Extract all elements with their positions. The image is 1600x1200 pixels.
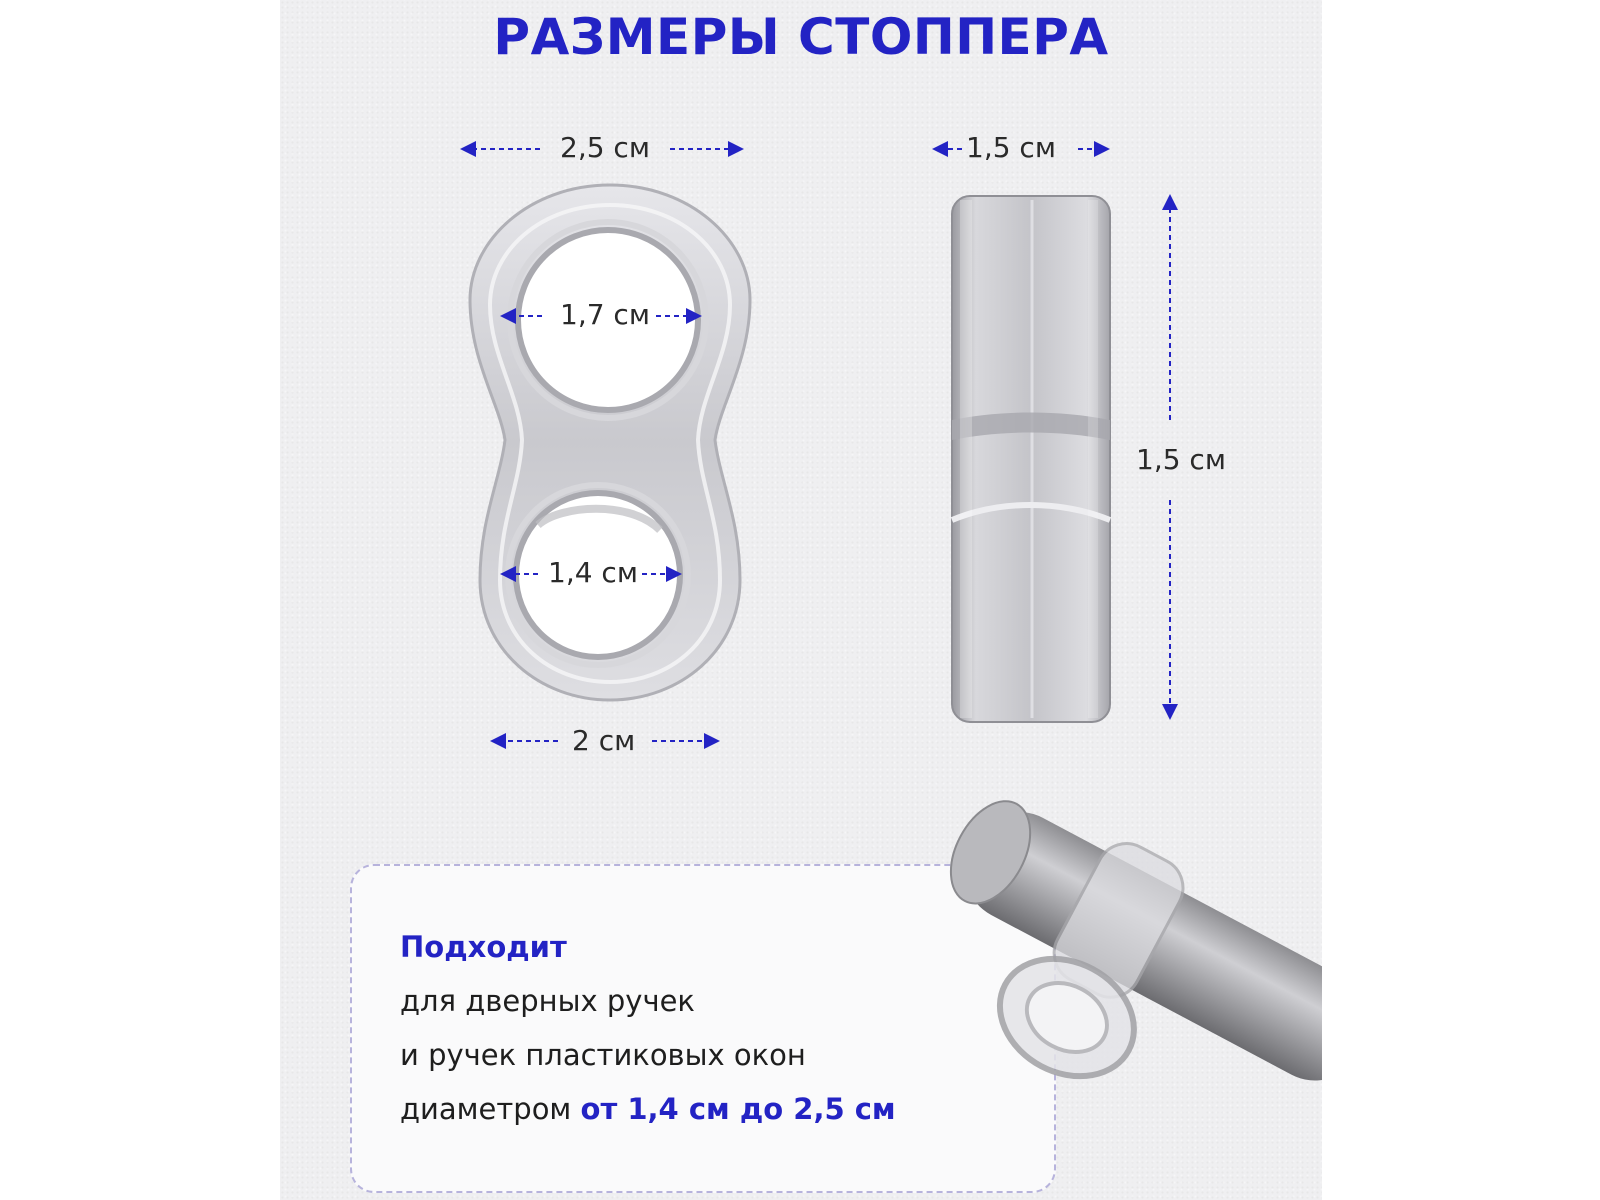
info-line-3 xyxy=(400,1082,1020,1136)
page-title: РАЗМЕРЫ СТОППЕРА xyxy=(493,8,1109,66)
info-diameter-range: от 1,4 см до 2,5 см xyxy=(580,1092,896,1126)
dim-top-width: 2,5 см xyxy=(560,131,650,164)
info-heading: Подходит xyxy=(400,930,567,964)
dim-side-height: 1,5 см xyxy=(1136,443,1226,476)
product-card xyxy=(280,0,1322,1200)
dim-side-thickness: 1,5 см xyxy=(966,131,1056,164)
info-line-2: и ручек пластиковых окон xyxy=(400,1038,806,1072)
info-line-3-prefix: диаметром xyxy=(400,1092,572,1126)
info-text xyxy=(400,920,1020,1136)
dim-bottom-width: 2 см xyxy=(572,724,636,757)
stopper-front-view xyxy=(470,185,750,700)
dim-small-hole: 1,4 см xyxy=(548,556,638,589)
stopper-side-view xyxy=(952,196,1110,722)
info-line-1: для дверных ручек xyxy=(400,984,695,1018)
dim-big-hole: 1,7 см xyxy=(560,298,650,331)
stopper-illustration xyxy=(280,0,1322,860)
